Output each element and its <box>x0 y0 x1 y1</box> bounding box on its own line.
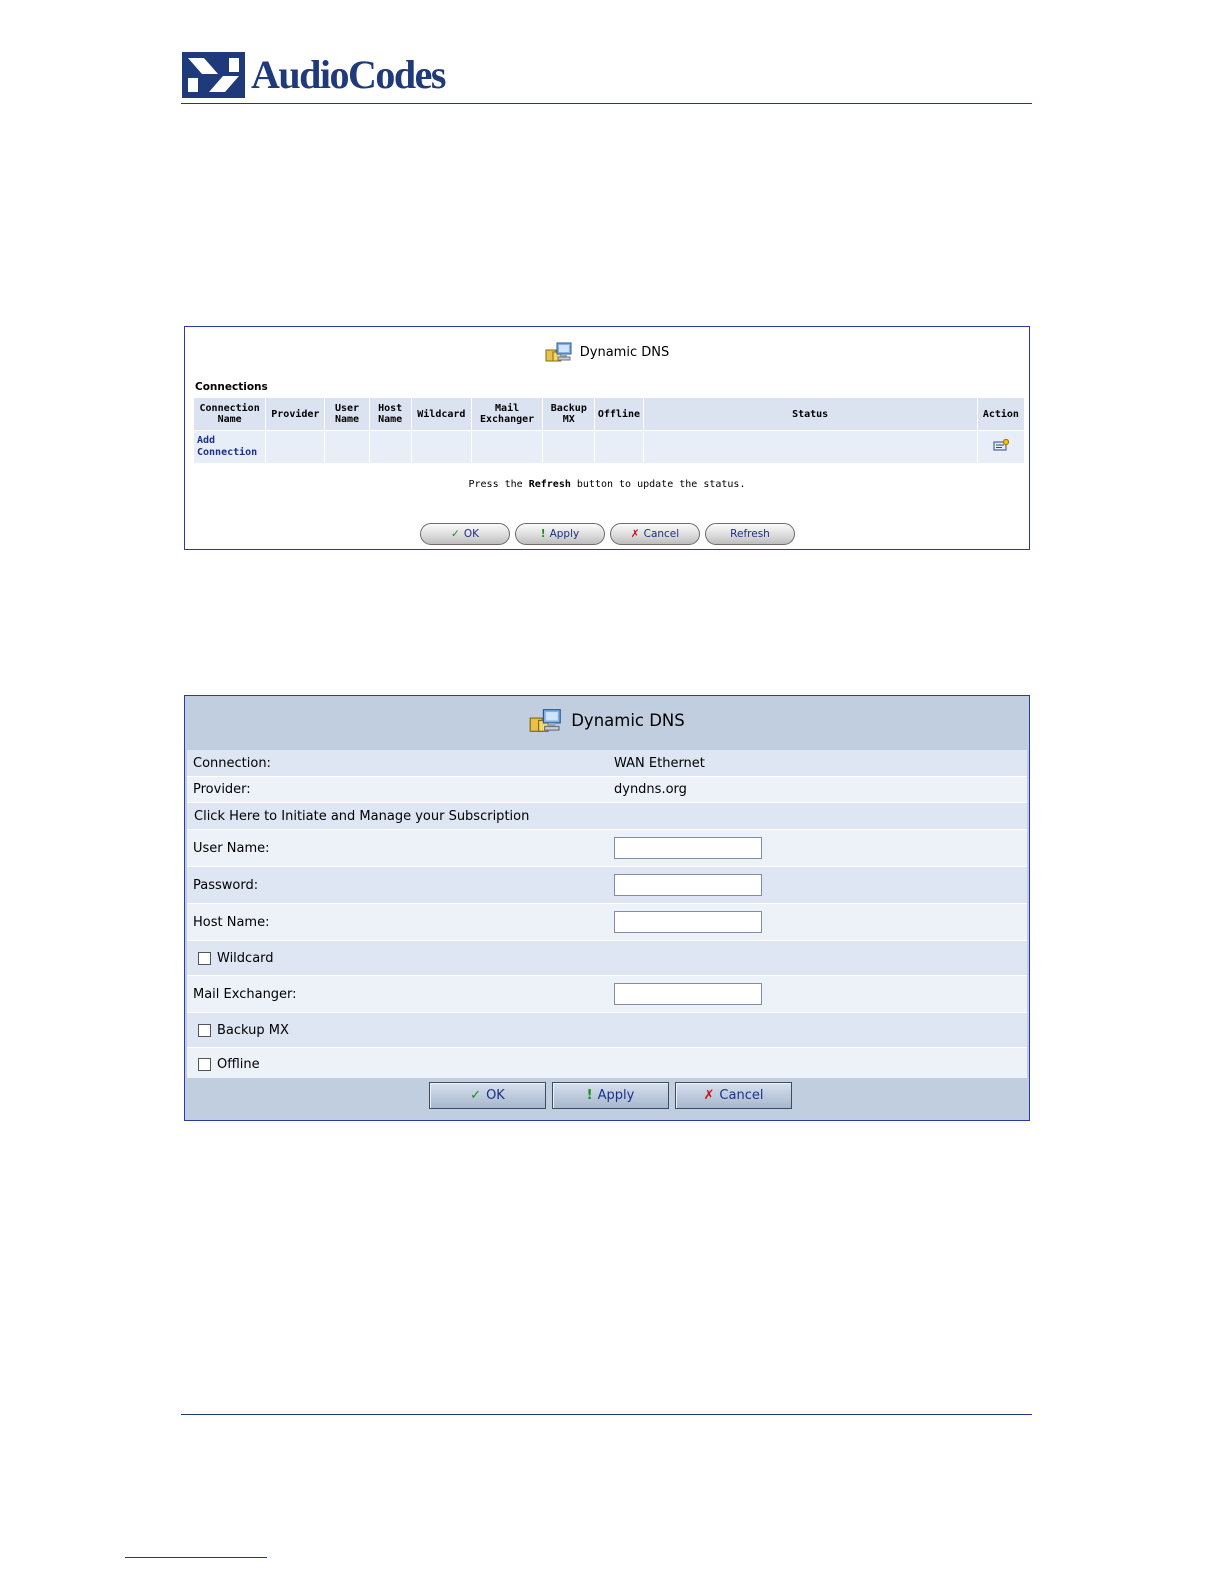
host-name-label: Host Name: <box>193 914 270 930</box>
connections-table <box>193 397 1025 464</box>
password-label: Password: <box>193 877 259 893</box>
wildcard-label: Wildcard <box>217 950 274 966</box>
note-refresh-word: Refresh <box>528 479 571 490</box>
apply-button-label: Apply <box>597 1088 635 1103</box>
column-header: Offline <box>595 398 642 430</box>
dynamic-dns-list-panel <box>184 326 1030 550</box>
table-cell <box>472 431 542 463</box>
panel-title <box>185 702 1029 738</box>
table-cell <box>412 431 471 463</box>
table-row <box>194 431 1024 463</box>
column-header: Backup MX <box>543 398 594 430</box>
dynamic-dns-icon <box>545 341 575 363</box>
column-header: Action <box>978 398 1024 430</box>
cancel-button[interactable] <box>675 1082 792 1109</box>
mail-exchanger-row <box>187 976 1027 1013</box>
apply-button[interactable] <box>515 523 605 545</box>
x-icon: ✗ <box>703 1088 715 1103</box>
action-cell <box>978 431 1024 463</box>
offline-label: Offline <box>217 1057 260 1072</box>
button-row <box>429 1082 792 1109</box>
column-header: Wildcard <box>412 398 471 430</box>
add-connection-link[interactable]: Add Connection <box>194 431 265 463</box>
table-cell <box>644 431 977 463</box>
ok-button-label: OK <box>486 1088 505 1103</box>
header-rule <box>181 103 1032 104</box>
apply-button[interactable] <box>552 1082 669 1109</box>
note-suffix: button to update the status. <box>570 479 746 490</box>
provider-label: Provider: <box>193 782 251 797</box>
button-row <box>420 523 795 545</box>
column-header: Host Name <box>370 398 411 430</box>
subscription-row <box>187 803 1027 830</box>
column-header: Connection Name <box>194 398 265 430</box>
footnote-rule <box>125 1557 267 1558</box>
offline-row <box>187 1048 1027 1082</box>
table-cell <box>543 431 594 463</box>
provider-value: dyndns.org <box>614 782 687 797</box>
mail-exchanger-label: Mail Exchanger: <box>193 986 297 1002</box>
panel-title <box>185 340 1029 364</box>
form-rows <box>187 750 1027 1082</box>
connection-row <box>187 750 1027 777</box>
apply-button-label: Apply <box>549 528 580 540</box>
refresh-button-label: Refresh <box>730 528 770 540</box>
cancel-button-label: Cancel <box>719 1088 764 1103</box>
password-row <box>187 867 1027 904</box>
column-header: User Name <box>325 398 368 430</box>
table-cell <box>595 431 642 463</box>
provider-row <box>187 777 1027 803</box>
note-prefix: Press the <box>468 479 529 490</box>
ok-button-label: OK <box>463 528 479 540</box>
checkmark-icon: ✓ <box>451 528 460 540</box>
subscription-link[interactable]: Click Here to Initiate and Manage your Subscription <box>194 808 530 824</box>
x-icon: ✗ <box>630 528 640 540</box>
host-name-input[interactable] <box>614 911 762 933</box>
host-name-row <box>187 904 1027 941</box>
user-name-input[interactable] <box>614 837 762 859</box>
user-name-label: User Name: <box>193 840 270 856</box>
audiocodes-logo-mark-icon <box>182 52 245 98</box>
column-header: Status <box>644 398 977 430</box>
panel-title-text: Dynamic DNS <box>579 344 670 360</box>
refresh-note <box>185 479 1029 490</box>
connections-section-label: Connections <box>195 381 268 393</box>
password-input[interactable] <box>614 874 762 896</box>
dynamic-dns-icon <box>529 707 565 734</box>
mail-exchanger-input[interactable] <box>614 983 762 1005</box>
brand-name: AudioCodes <box>251 52 445 97</box>
dynamic-dns-form-panel <box>184 695 1030 1121</box>
cancel-button-label: Cancel <box>643 528 680 540</box>
backup-mx-checkbox[interactable] <box>198 1024 211 1037</box>
wildcard-checkbox[interactable] <box>198 952 211 965</box>
add-action-icon[interactable] <box>993 439 1009 452</box>
table-cell <box>266 431 324 463</box>
refresh-button[interactable] <box>705 523 795 545</box>
connection-label: Connection: <box>193 755 271 771</box>
checkmark-icon: ✓ <box>470 1088 482 1103</box>
audiocodes-logo <box>182 51 445 99</box>
exclamation-icon: ! <box>540 528 546 540</box>
cancel-button[interactable] <box>610 523 700 545</box>
footer-rule <box>181 1414 1032 1415</box>
backup-mx-label: Backup MX <box>217 1022 289 1038</box>
user-name-row <box>187 830 1027 867</box>
offline-checkbox[interactable] <box>198 1058 211 1071</box>
connection-value: WAN Ethernet <box>614 755 705 771</box>
table-cell <box>325 431 368 463</box>
column-header: Mail Exchanger <box>472 398 542 430</box>
exclamation-icon: ! <box>586 1088 593 1103</box>
button-bar <box>187 1078 1027 1118</box>
wildcard-row <box>187 941 1027 976</box>
column-header: Provider <box>266 398 324 430</box>
table-cell <box>370 431 411 463</box>
ok-button[interactable] <box>420 523 510 545</box>
panel-title-text: Dynamic DNS <box>571 710 685 730</box>
backup-mx-row <box>187 1013 1027 1048</box>
ok-button[interactable] <box>429 1082 546 1109</box>
